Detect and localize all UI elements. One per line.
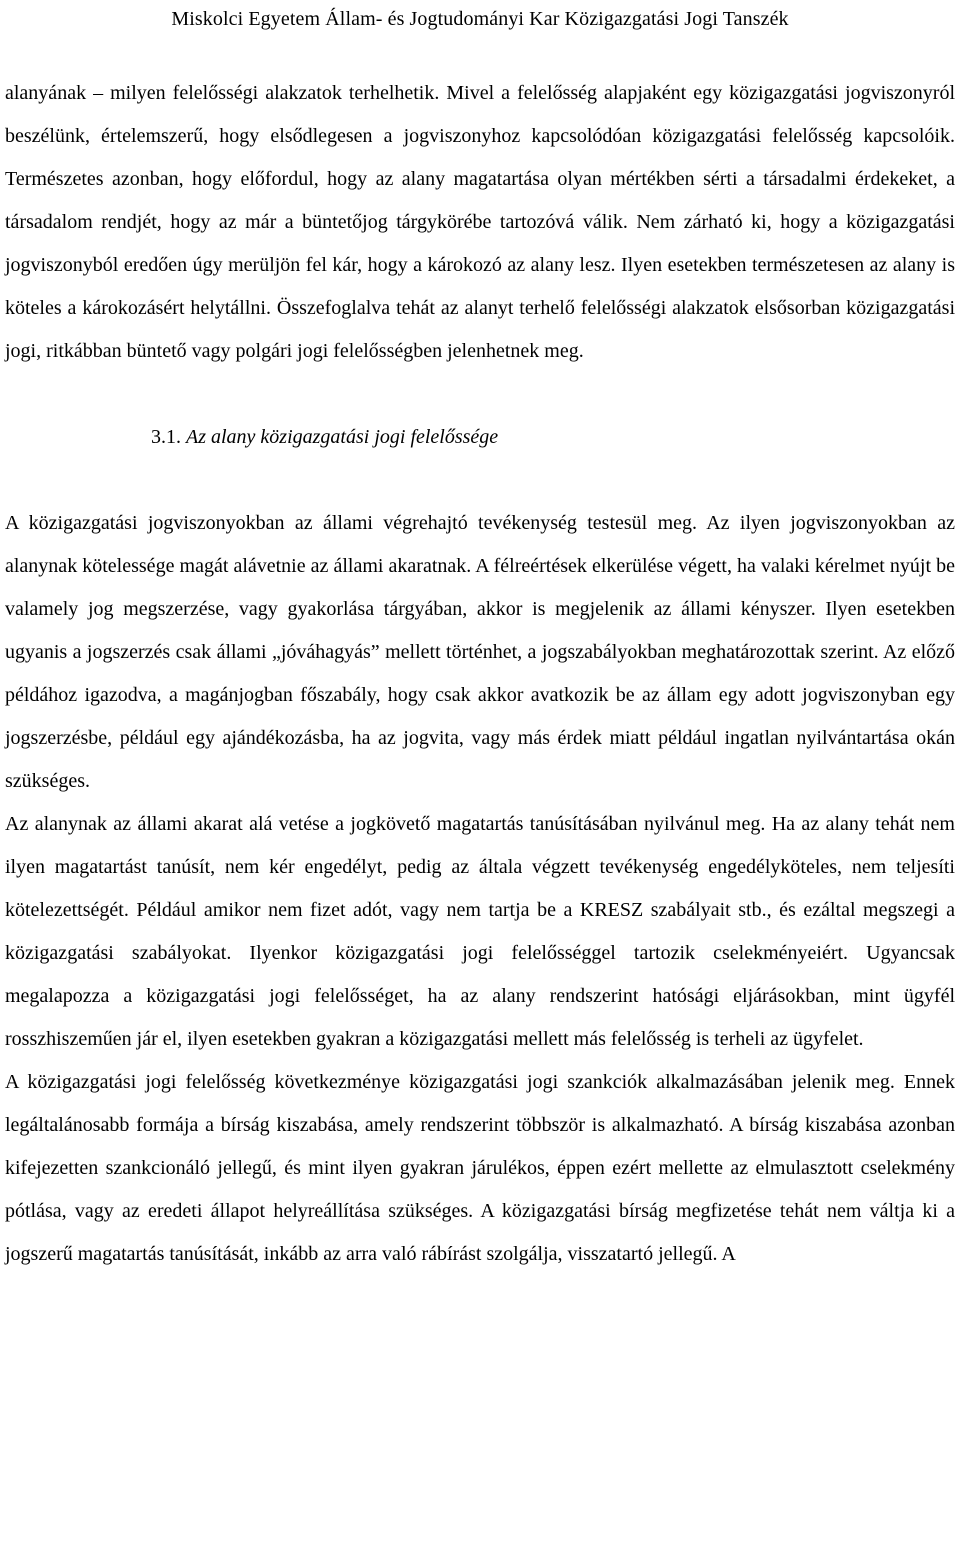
page-header: Miskolci Egyetem Állam- és Jogtudományi Kar Közigazgatási Jogi Tanszék — [171, 8, 789, 30]
paragraph-3: A közigazgatási jogi felelősség következménye közigazgatási jogi szankciók alkalmazásában jelenik meg. Ennek legáltalánosabb formája a bírság kiszabása, amely rendszerint többször is alkalmazható. A bírság kiszabása azonban kifejezetten szankcionáló jellegű, és mint ilyen gyakran járulékos, éppen ezért mellette az elmulasztott cselekmény pótlása, vagy az eredeti állapot helyreállítása szükséges. A közigazgatási bírság megfizetése tehát nem váltja ki a jogszerű magatartás tanúsítását, inkább az arra való rábírást szolgálja, visszatartó jellegű. A — [5, 1071, 955, 1265]
section-title: Az alany közigazgatási jogi felelőssége — [186, 426, 499, 448]
section-heading — [5, 416, 955, 459]
paragraph-intro: alanyának – milyen felelősségi alakzatok terhelhetik. Mivel a felelősség alapjaként egy közigazgatási jogviszonyról beszélünk, értelemszerű, hogy elsődlegesen a jogviszonyhoz kapcsolódóan közigazgatási felelősség kapcsolóik. Természetes azonban, hogy előfordul, hogy az alany magatartása olyan mértékben sérti a társadalmi érdekeket, a társadalom rendjét, hogy az már a büntetőjog tárgykörébe tartozóvá válik. Nem zárható ki, hogy a közigazgatási jogviszonyból eredően úgy merüljön fel kár, hogy a károkozó az alany lesz. Ilyen esetekben természetesen az alany is köteles a károkozásért helytállni. Összefoglalva tehát az alanyt terhelő felelősségi alakzatok elsősorban közigazgatási jogi, ritkábban büntető vagy polgári jogi felelősségben jelenhetnek meg. — [5, 82, 955, 362]
paragraph-2: Az alanynak az állami akarat alá vetése a jogkövető magatartás tanúsításában nyilvánul meg. Ha az alany tehát nem ilyen magatartást tanúsít, nem kér engedélyt, pedig az általa végzett tevékenység engedélyköteles, nem teljesíti kötelezettségét. Például amikor nem fizet adót, vagy nem tartja be a KRESZ szabályait stb., és ezáltal megszegi a közigazgatási szabályokat. Ilyenkor közigazgatási jogi felelősséggel tartozik cselekményeiért. Ugyancsak megalapozza a közigazgatási jogi felelősséget, ha az alany rendszerint hatósági eljárásokban, mint ügyfél rosszhiszeműen jár el, ilyen esetekben gyakran a közigazgatási mellett más felelősség is terheli az ügyfelet. — [5, 813, 955, 1050]
document-body — [5, 72, 955, 1276]
section-number: 3.1. — [151, 426, 181, 448]
paragraph-1: A közigazgatási jogviszonyokban az állami végrehajtó tevékenység testesül meg. Az ilyen jogviszonyokban az alanynak kötelessége magát alávetnie az állami akaratnak. A félreértések elkerülése végett, ha valaki kérelmet nyújt be valamely jog megszerzése, vagy gyakorlása tárgyában, akkor is megjelenik az állami kényszer. Ilyen esetekben ugyanis a jogszerzés csak állami „jóváhagyás” mellett történhet, a jogszabályokban meghatározottak szerint. Az előző példához igazodva, a magánjogban főszabály, hogy csak akkor avatkozik be az állam egy adott jogviszonyban egy jogszerzésbe, például egy ajándékozásba, ha az jogvita, vagy más érdek miatt például ingatlan nyilvántartása okán szükséges. — [5, 512, 955, 792]
